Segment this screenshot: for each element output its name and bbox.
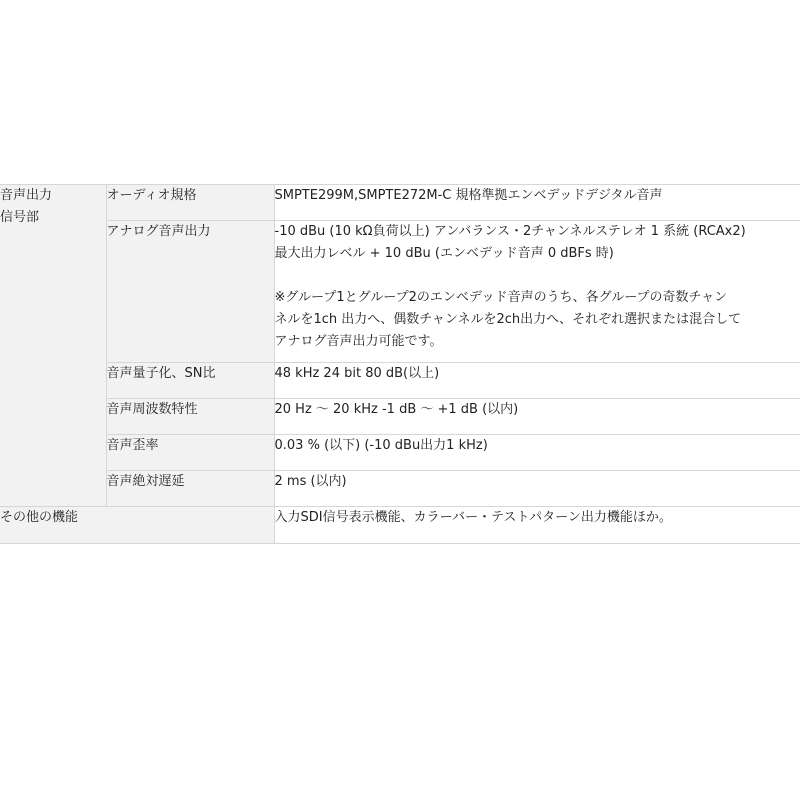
spec-row-analog-output (0, 221, 800, 363)
spec-label-cell (106, 399, 274, 435)
spec-label: 音声絶対遅延 (106, 474, 185, 489)
spec-label: 音声周波数特性 (106, 402, 198, 417)
spec-label: オーディオ規格 (106, 188, 197, 203)
spec-label: 音声歪率 (106, 438, 159, 453)
spec-value-cell (274, 435, 800, 471)
section-label: 音声出力 信号部 (0, 188, 53, 225)
spec-value-line: -10 dBu (10 kΩ負荷以上) アンバランス・2チャンネルステレオ 1 系統 (RCAx2) (274, 224, 746, 239)
spec-label-cell (106, 435, 274, 471)
spec-value: 0.03 % (以下) (-10 dBu出力1 kHz) (274, 438, 488, 453)
spec-label: アナログ音声出力 (106, 224, 211, 239)
spec-row-quantization (0, 363, 800, 399)
spec-value: 48 kHz 24 bit 80 dB(以上) (274, 366, 440, 381)
spec-label: その他の機能 (0, 510, 79, 525)
spec-note-line: ※グループ1とグループ2のエンベデッド音声のうち、各グループの奇数チャン (274, 290, 728, 305)
spec-value-cell (274, 185, 800, 221)
spec-note-line: アナログ音声出力可能です。 (274, 334, 443, 349)
spec-value: SMPTE299M,SMPTE272M-C 規格準拠エンベデッドデジタル音声 (274, 188, 663, 203)
section-label-cell (0, 185, 106, 507)
spec-row-distortion (0, 435, 800, 471)
spec-note-line: ネルを1ch 出力へ、偶数チャンネルを2ch出力へ、それぞれ選択または混合して (274, 312, 742, 327)
audio-output-spec-table (0, 184, 800, 544)
spec-value-cell (274, 363, 800, 399)
spec-value: 20 Hz 〜 20 kHz -1 dB 〜 +1 dB (以内) (274, 402, 519, 417)
spec-row-frequency-response (0, 399, 800, 435)
spec-value-cell (274, 221, 800, 363)
spec-value-cell (274, 399, 800, 435)
spec-row-latency (0, 471, 800, 507)
spec-label-cell (106, 363, 274, 399)
spec-value-line: 最大出力レベル + 10 dBu (エンベデッド音声 0 dBFs 時) (274, 246, 614, 261)
spec-label-cell (106, 471, 274, 507)
spec-label-cell (106, 221, 274, 363)
spec-label-cell (106, 185, 274, 221)
spec-value: 2 ms (以内) (274, 474, 347, 489)
spec-value-cell (274, 471, 800, 507)
spec-value-cell (274, 507, 800, 544)
spec-row-audio-standard (0, 185, 800, 221)
spec-label: 音声量子化、SN比 (106, 366, 216, 381)
spec-row-other-functions (0, 507, 800, 544)
spec-label-cell (0, 507, 274, 544)
spec-value: 入力SDI信号表示機能、カラーバー・テストパターン出力機能ほか。 (274, 510, 672, 525)
